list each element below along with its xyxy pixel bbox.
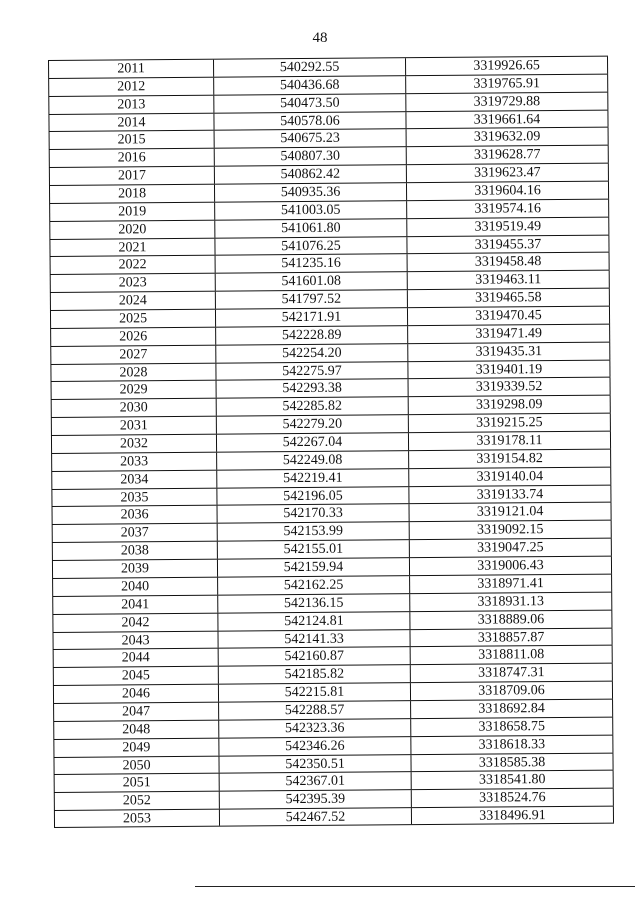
x-coordinate-cell: 542160.87 [218, 648, 410, 666]
y-coordinate-cell: 3319465.58 [407, 289, 610, 307]
x-coordinate-cell: 542171.91 [215, 308, 407, 326]
x-coordinate-cell: 541061.80 [214, 219, 406, 237]
y-coordinate-cell: 3319140.04 [408, 467, 611, 485]
x-coordinate-cell: 542323.36 [218, 719, 410, 737]
y-coordinate-cell: 3319661.64 [405, 110, 608, 128]
point-number-cell: 2011 [48, 60, 213, 78]
y-coordinate-cell: 3318524.76 [411, 789, 614, 807]
point-number-cell: 2031 [51, 417, 216, 435]
y-coordinate-cell: 3319623.47 [406, 164, 609, 182]
y-coordinate-cell: 3318889.06 [409, 610, 612, 628]
point-number-cell: 2030 [51, 399, 216, 417]
y-coordinate-cell: 3319926.65 [405, 57, 608, 75]
coordinate-table [48, 56, 614, 828]
point-number-cell: 2041 [52, 595, 217, 613]
y-coordinate-cell: 3318747.31 [410, 664, 613, 682]
point-number-cell: 2042 [52, 613, 217, 631]
point-number-cell: 2035 [51, 488, 216, 506]
x-coordinate-cell: 540807.30 [214, 147, 406, 165]
x-coordinate-cell: 542249.08 [216, 451, 408, 469]
y-coordinate-cell: 3318811.08 [410, 646, 613, 664]
point-number-cell: 2012 [48, 78, 213, 96]
y-coordinate-cell: 3318857.87 [409, 628, 612, 646]
point-number-cell: 2017 [49, 167, 214, 185]
point-number-cell: 2020 [49, 220, 214, 238]
y-coordinate-cell: 3319574.16 [406, 199, 609, 217]
point-number-cell: 2044 [53, 649, 218, 667]
x-coordinate-cell: 542215.81 [218, 683, 410, 701]
point-number-cell: 2050 [53, 756, 218, 774]
x-coordinate-cell: 542288.57 [218, 701, 410, 719]
point-number-cell: 2051 [54, 774, 219, 792]
x-coordinate-cell: 542285.82 [216, 398, 408, 416]
x-coordinate-cell: 542279.20 [216, 415, 408, 433]
y-coordinate-cell: 3319339.52 [408, 378, 611, 396]
y-coordinate-cell: 3319215.25 [408, 414, 611, 432]
footer-divider [195, 886, 635, 887]
y-coordinate-cell: 3318618.33 [410, 735, 613, 753]
x-coordinate-cell: 542136.15 [217, 594, 409, 612]
point-number-cell: 2049 [53, 738, 218, 756]
x-coordinate-cell: 541797.52 [215, 290, 407, 308]
y-coordinate-cell: 3319133.74 [408, 485, 611, 503]
point-number-cell: 2032 [51, 435, 216, 453]
y-coordinate-cell: 3319604.16 [406, 182, 609, 200]
y-coordinate-cell: 3319435.31 [407, 342, 610, 360]
y-coordinate-cell: 3319401.19 [407, 360, 610, 378]
x-coordinate-cell: 541076.25 [214, 237, 406, 255]
x-coordinate-cell: 542350.51 [218, 755, 410, 773]
x-coordinate-cell: 541003.05 [214, 201, 406, 219]
x-coordinate-cell: 540675.23 [214, 130, 406, 148]
y-coordinate-cell: 3319628.77 [406, 146, 609, 164]
x-coordinate-cell: 542346.26 [218, 737, 410, 755]
y-coordinate-cell: 3319092.15 [409, 521, 612, 539]
x-coordinate-cell: 542275.97 [215, 362, 407, 380]
point-number-cell: 2046 [53, 685, 218, 703]
y-coordinate-cell: 3318709.06 [410, 682, 613, 700]
x-coordinate-cell: 542159.94 [217, 558, 409, 576]
x-coordinate-cell: 542185.82 [218, 665, 410, 683]
y-coordinate-cell: 3318692.84 [410, 700, 613, 718]
point-number-cell: 2019 [49, 203, 214, 221]
point-number-cell: 2022 [50, 256, 215, 274]
x-coordinate-cell: 542467.52 [219, 808, 411, 825]
point-number-cell: 2025 [50, 310, 215, 328]
x-coordinate-cell: 542254.20 [215, 344, 407, 362]
x-coordinate-cell: 540436.68 [213, 76, 405, 94]
point-number-cell: 2043 [52, 631, 217, 649]
point-number-cell: 2013 [48, 95, 213, 113]
x-coordinate-cell: 542196.05 [216, 487, 408, 505]
x-coordinate-cell: 542162.25 [217, 576, 409, 594]
point-number-cell: 2045 [53, 667, 218, 685]
point-number-cell: 2021 [49, 238, 214, 256]
point-number-cell: 2024 [50, 292, 215, 310]
x-coordinate-cell: 541601.08 [215, 273, 407, 291]
point-number-cell: 2048 [53, 720, 218, 738]
x-coordinate-cell: 542141.33 [217, 630, 409, 648]
x-coordinate-cell: 540862.42 [214, 165, 406, 183]
y-coordinate-cell: 3319470.45 [407, 307, 610, 325]
point-number-cell: 2053 [54, 810, 219, 827]
y-coordinate-cell: 3319121.04 [409, 503, 612, 521]
x-coordinate-cell: 540578.06 [213, 112, 405, 130]
y-coordinate-cell: 3318585.38 [410, 753, 613, 771]
x-coordinate-cell: 542395.39 [219, 790, 411, 808]
y-coordinate-cell: 3319471.49 [407, 324, 610, 342]
point-number-cell: 2033 [51, 453, 216, 471]
x-coordinate-cell: 542219.41 [216, 469, 408, 487]
point-number-cell: 2039 [52, 560, 217, 578]
point-number-cell: 2036 [52, 506, 217, 524]
y-coordinate-cell: 3319729.88 [405, 92, 608, 110]
point-number-cell: 2027 [50, 345, 215, 363]
y-coordinate-cell: 3319298.09 [408, 396, 611, 414]
x-coordinate-cell: 542153.99 [217, 523, 409, 541]
x-coordinate-cell: 542155.01 [217, 540, 409, 558]
x-coordinate-cell: 542367.01 [219, 773, 411, 791]
x-coordinate-cell: 542124.81 [217, 612, 409, 630]
y-coordinate-cell: 3319006.43 [409, 557, 612, 575]
x-coordinate-cell: 540473.50 [213, 94, 405, 112]
point-number-cell: 2034 [51, 470, 216, 488]
point-number-cell: 2037 [52, 524, 217, 542]
x-coordinate-cell: 540292.55 [213, 58, 405, 76]
y-coordinate-cell: 3319458.48 [407, 253, 610, 271]
point-number-cell: 2040 [52, 578, 217, 596]
y-coordinate-cell: 3318931.13 [409, 592, 612, 610]
point-number-cell: 2029 [51, 381, 216, 399]
point-number-cell: 2052 [54, 792, 219, 810]
point-number-cell: 2038 [52, 542, 217, 560]
point-number-cell: 2047 [53, 703, 218, 721]
point-number-cell: 2015 [49, 131, 214, 149]
y-coordinate-cell: 3319178.11 [408, 432, 611, 450]
point-number-cell: 2023 [50, 274, 215, 292]
y-coordinate-cell: 3319047.25 [409, 539, 612, 557]
page-number: 48 [312, 30, 328, 46]
x-coordinate-cell: 542267.04 [216, 433, 408, 451]
y-coordinate-cell: 3318496.91 [411, 807, 614, 824]
y-coordinate-cell: 3319154.82 [408, 449, 611, 467]
y-coordinate-cell: 3318658.75 [410, 717, 613, 735]
x-coordinate-cell: 542170.33 [217, 505, 409, 523]
y-coordinate-cell: 3319463.11 [407, 271, 610, 289]
x-coordinate-cell: 542293.38 [216, 380, 408, 398]
y-coordinate-cell: 3319765.91 [405, 74, 608, 92]
x-coordinate-cell: 542228.89 [215, 326, 407, 344]
y-coordinate-cell: 3319519.49 [406, 217, 609, 235]
point-number-cell: 2018 [49, 185, 214, 203]
y-coordinate-cell: 3318971.41 [409, 575, 612, 593]
y-coordinate-cell: 3319455.37 [406, 235, 609, 253]
y-coordinate-cell: 3319632.09 [406, 128, 609, 146]
y-coordinate-cell: 3318541.80 [411, 771, 614, 789]
point-number-cell: 2016 [49, 149, 214, 167]
x-coordinate-cell: 540935.36 [214, 183, 406, 201]
x-coordinate-cell: 541235.16 [215, 255, 407, 273]
point-number-cell: 2026 [50, 328, 215, 346]
point-number-cell: 2014 [48, 113, 213, 131]
point-number-cell: 2028 [50, 363, 215, 381]
